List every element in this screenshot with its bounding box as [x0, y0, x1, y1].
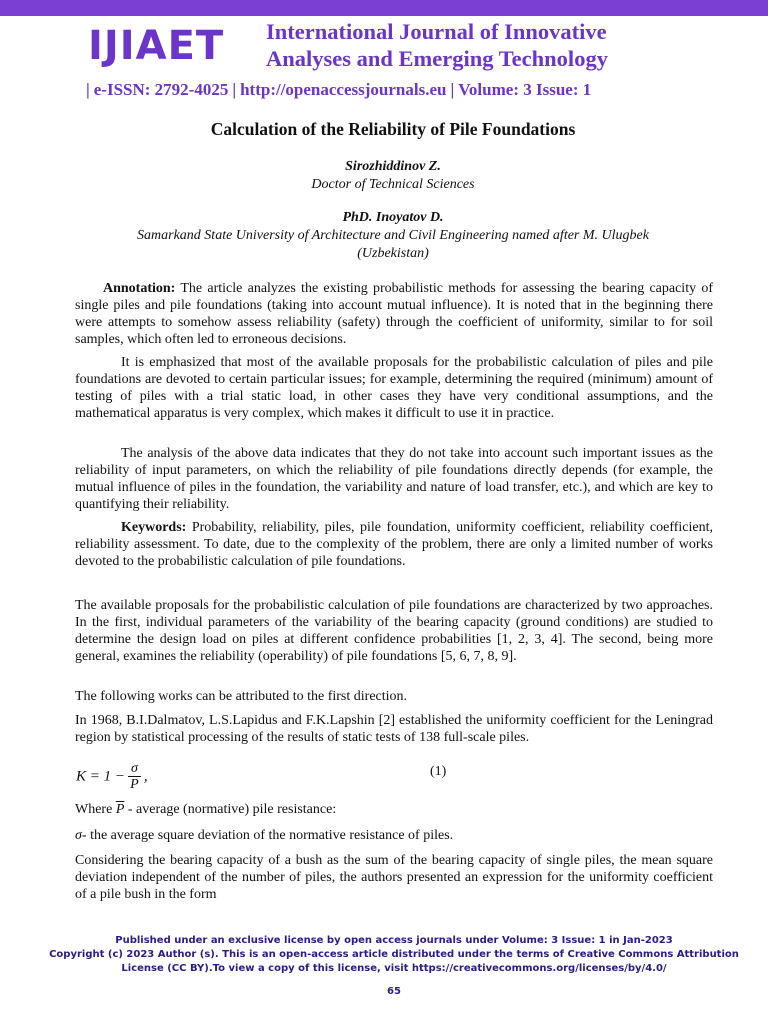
license-footer [0, 934, 768, 976]
page-number: 65 [387, 986, 401, 997]
sigma-symbol: σ [75, 828, 82, 843]
journal-logo: IJIAET [88, 23, 225, 69]
journal-info-line: | e-ISSN: 2792-4025 | http://openaccessjournals.eu | Volume: 3 Issue: 1 [86, 80, 592, 99]
annotation-text: The article analyzes the existing probabilistic methods for assessing the bearing capacity of single piles and pile foundations (taking into account mutual influence). It is noted that in the beginning there were attempts to somehow assess reliability (safety) through the coefficient of uniformity, similar to for soil samples, which often led to erroneous decisions. [75, 281, 713, 347]
paragraph-3: The analysis of the above data indicates that they do not take into account such important issues as the reliability of input parameters, on which the reliability of pile foundations directly depends (for example, the mutual influence of piles in the foundation, the variability and nature of load transfer, etc.), and which are key to quantifying their reliability. [75, 446, 713, 512]
formula-numerator: σ [128, 762, 141, 777]
footer-line1: Published under an exclusive license by open access journals under Volume: 3 Issue: 1 in Jan-2023 [115, 935, 673, 946]
volume-issue: Volume: 3 Issue: 1 [458, 80, 592, 99]
formula-number: (1) [430, 764, 447, 779]
sigma-text: - the average square deviation of the normative resistance of piles. [81, 828, 454, 843]
formula-denominator: P [130, 777, 139, 792]
where-text: - average (normative) pile resistance: [127, 802, 337, 817]
footer-line3: License (CC BY).To view a copy of this license, visit https://creativecommons.org/licenses/by/4.0/ [121, 963, 667, 974]
paragraph-5: The available proposals for the probabilistic calculation of pile foundations are characterized by two approaches. In the first, individual parameters of the variability of the bearing capacity (ground conditions) are studied to determine the design load on piles at different confidence probabilities [1, 2, 3, 4]. The second, being more general, examines the reliability (operability) of pile foundations [5, 6, 7, 8, 9]. [75, 598, 713, 664]
footer-line2: Copyright (c) 2023 Author (s). This is an open-access article distributed under the terms of Creative Commons Attribution [49, 949, 739, 960]
paragraph-7: In 1968, B.I.Dalmatov, L.S.Lapidus and F.K.Lapshin [2] established the uniformity coefficient for the Leningrad region by statistical processing of the results of static tests of 138 full-scale piles. [75, 713, 713, 745]
author1-name: Sirozhiddinov Z. [345, 159, 441, 174]
keywords-text: Probability, reliability, piles, pile foundation, uniformity coefficient, reliability coefficient, reliability assessment. To date, due to the complexity of the problem, there are only a limited number of works devoted to the probabilistic calculation of pile foundations. [75, 520, 714, 569]
formula-lhs: K = 1 − [76, 768, 125, 785]
formula-expression [76, 762, 148, 792]
sigma-line [75, 827, 713, 844]
keywords-paragraph [75, 519, 713, 570]
journal-title-line1: International Journal of Innovative [266, 19, 607, 44]
top-accent-bar [0, 0, 768, 16]
annotation-paragraph [75, 280, 713, 348]
formula-1 [76, 756, 716, 792]
where-symbol: $\overline{P}$ [115, 802, 125, 817]
journal-url[interactable]: http://openaccessjournals.eu [240, 80, 447, 99]
author2-affiliation: Samarkand State University of Architecture and Civil Engineering named after M. Ulugbek (Uzbekistan) [137, 228, 649, 261]
paragraph-6: The following works can be attributed to the first direction. [75, 689, 408, 704]
where-label: Where [75, 802, 113, 817]
paragraph-2: It is emphasized that most of the available proposals for the probabilistic calculation of piles and pile foundations are devoted to certain particular issues; for example, determining the required (minimum) amount of testing of piles with a trial static load, in other cases they have very conditional assumptions, and the mathematical apparatus is very complex, which makes it difficult to use it in practice. [75, 355, 713, 421]
keywords-label: Keywords: [121, 520, 187, 535]
where-line [75, 801, 713, 818]
author1-role: Doctor of Technical Sciences [311, 177, 475, 192]
journal-title-line2: Analyses and Emerging Technology [266, 46, 608, 71]
formula-fraction [128, 762, 141, 792]
author2-name: PhD. Inoyatov D. [342, 210, 444, 225]
journal-title [266, 18, 686, 72]
formula-tail: , [143, 768, 148, 785]
paper-title: Calculation of the Reliability of Pile Foundations [210, 119, 576, 139]
paragraph-8: Considering the bearing capacity of a bush as the sum of the bearing capacity of single piles, the mean square deviation independent of the number of piles, the authors presented an expression for the uniformity coefficient of a pile bush in the form [75, 853, 713, 902]
annotation-label: Annotation: [103, 281, 176, 296]
issn: e-ISSN: 2792-4025 [93, 80, 229, 99]
